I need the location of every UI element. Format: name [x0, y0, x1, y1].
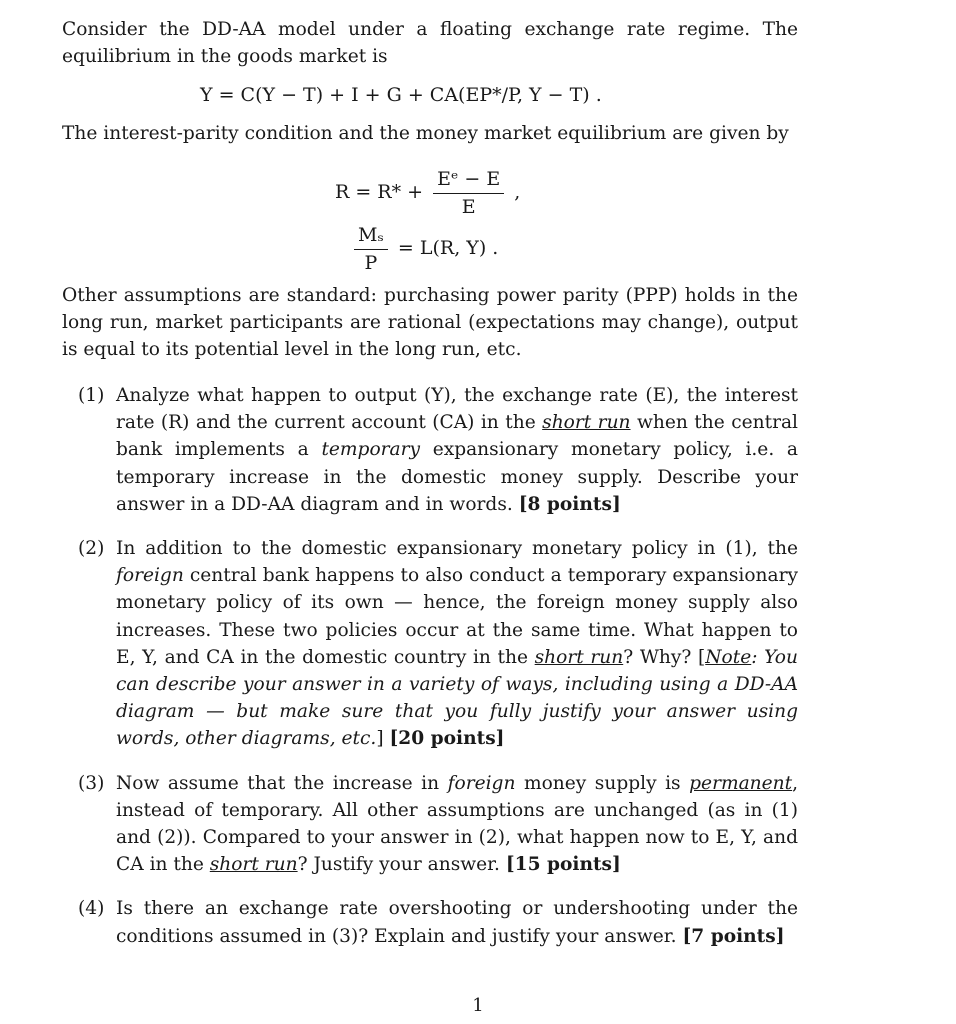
money-rhs: = L(R, Y) . [397, 237, 499, 259]
underline-permanent: permanent [689, 772, 793, 794]
money-numerator: Mₛ [354, 224, 388, 250]
interest-parity-equation [335, 168, 520, 218]
points-badge: [7 points] [682, 925, 785, 947]
question-1: (1) Analyze what happen to output (Y), the exchange rate (E), the interest rate (R) and the current account (CA) in the short run when the central bank implements a temporary expansionary monetary policy, i.e. a temporary increase in the domestic money supply. Describe your answer in a DD-AA diagram and in words. [8 points] [78, 382, 798, 518]
points-badge: [8 points] [518, 493, 621, 515]
goods-market-equation: Y = C(Y − T) + I + G + CA(EP*/P, Y − T) . [200, 84, 602, 106]
question-number: (2) [78, 538, 105, 560]
question-number: (1) [78, 385, 105, 406]
parity-denominator: E [461, 196, 476, 218]
question-number: (3) [78, 772, 105, 794]
money-fraction [354, 224, 388, 274]
intro-paragraph-2: The interest-parity condition and the money market equilibrium are given by [62, 123, 789, 144]
intro-paragraph-1: Consider the DD-AA model under a floating exchange rate regime. The equilibrium in the goods market is [62, 19, 798, 68]
underline-short-run: short run [534, 646, 624, 668]
note-text: : You can describe your answer in a variety of ways, including using a DD-AA diagram — but make sure that you fully justify your answer using words, other diagrams, etc. [116, 646, 798, 750]
money-denominator: P [364, 252, 378, 274]
parity-fraction [433, 168, 504, 218]
question-2: (2) In addition to the domestic expansionary monetary policy in (1), the foreign central bank happens to also conduct a temporary expansionary monetary policy of its own — hence, the foreign money supply also increases. These two policies occur at the same time. What happen to E, Y, and CA in the domestic country in the short run? Why? [Note: You can describe your answer in a variety of ways, including using a DD-AA diagram — but make sure that you fully justify your answer using words, other diagrams, etc.] [20 points] [78, 535, 798, 753]
points-badge: [15 points] [505, 854, 621, 876]
question-number: (4) [78, 898, 105, 920]
question-list [78, 382, 798, 950]
note-label: Note [705, 646, 752, 668]
money-market-equation [350, 224, 498, 274]
emphasis-foreign: foreign [447, 772, 516, 794]
emphasis-temporary: temporary [321, 439, 421, 461]
question-4: (4) Is there an exchange rate overshooting or undershooting under the conditions assumed in (3)? Explain and justify your answer. [7 points] [78, 895, 798, 949]
points-badge: [20 points] [389, 728, 505, 750]
underline-short-run: short run [542, 412, 631, 434]
emphasis-foreign: foreign [116, 565, 184, 587]
parity-comma: , [514, 181, 521, 203]
parity-numerator: Eᵉ − E [433, 168, 504, 194]
question-3: (3) Now assume that the increase in foreign money supply is permanent, instead of temporary. All other assumptions are unchanged (as in (1) and (2)). Compared to your answer in (2), what happen now to E, Y, and CA in the short run? Justify your answer. [15 points] [78, 770, 798, 879]
page-number: 1 [472, 995, 484, 1016]
intro-paragraph-3: Other assumptions are standard: purchasing power parity (PPP) holds in the long run, market participants are rational (expectations may change), output is equal to its potential level in the long run, etc. [62, 285, 798, 361]
parity-lhs: R = R* + [335, 181, 424, 203]
underline-short-run: short run [209, 854, 298, 876]
